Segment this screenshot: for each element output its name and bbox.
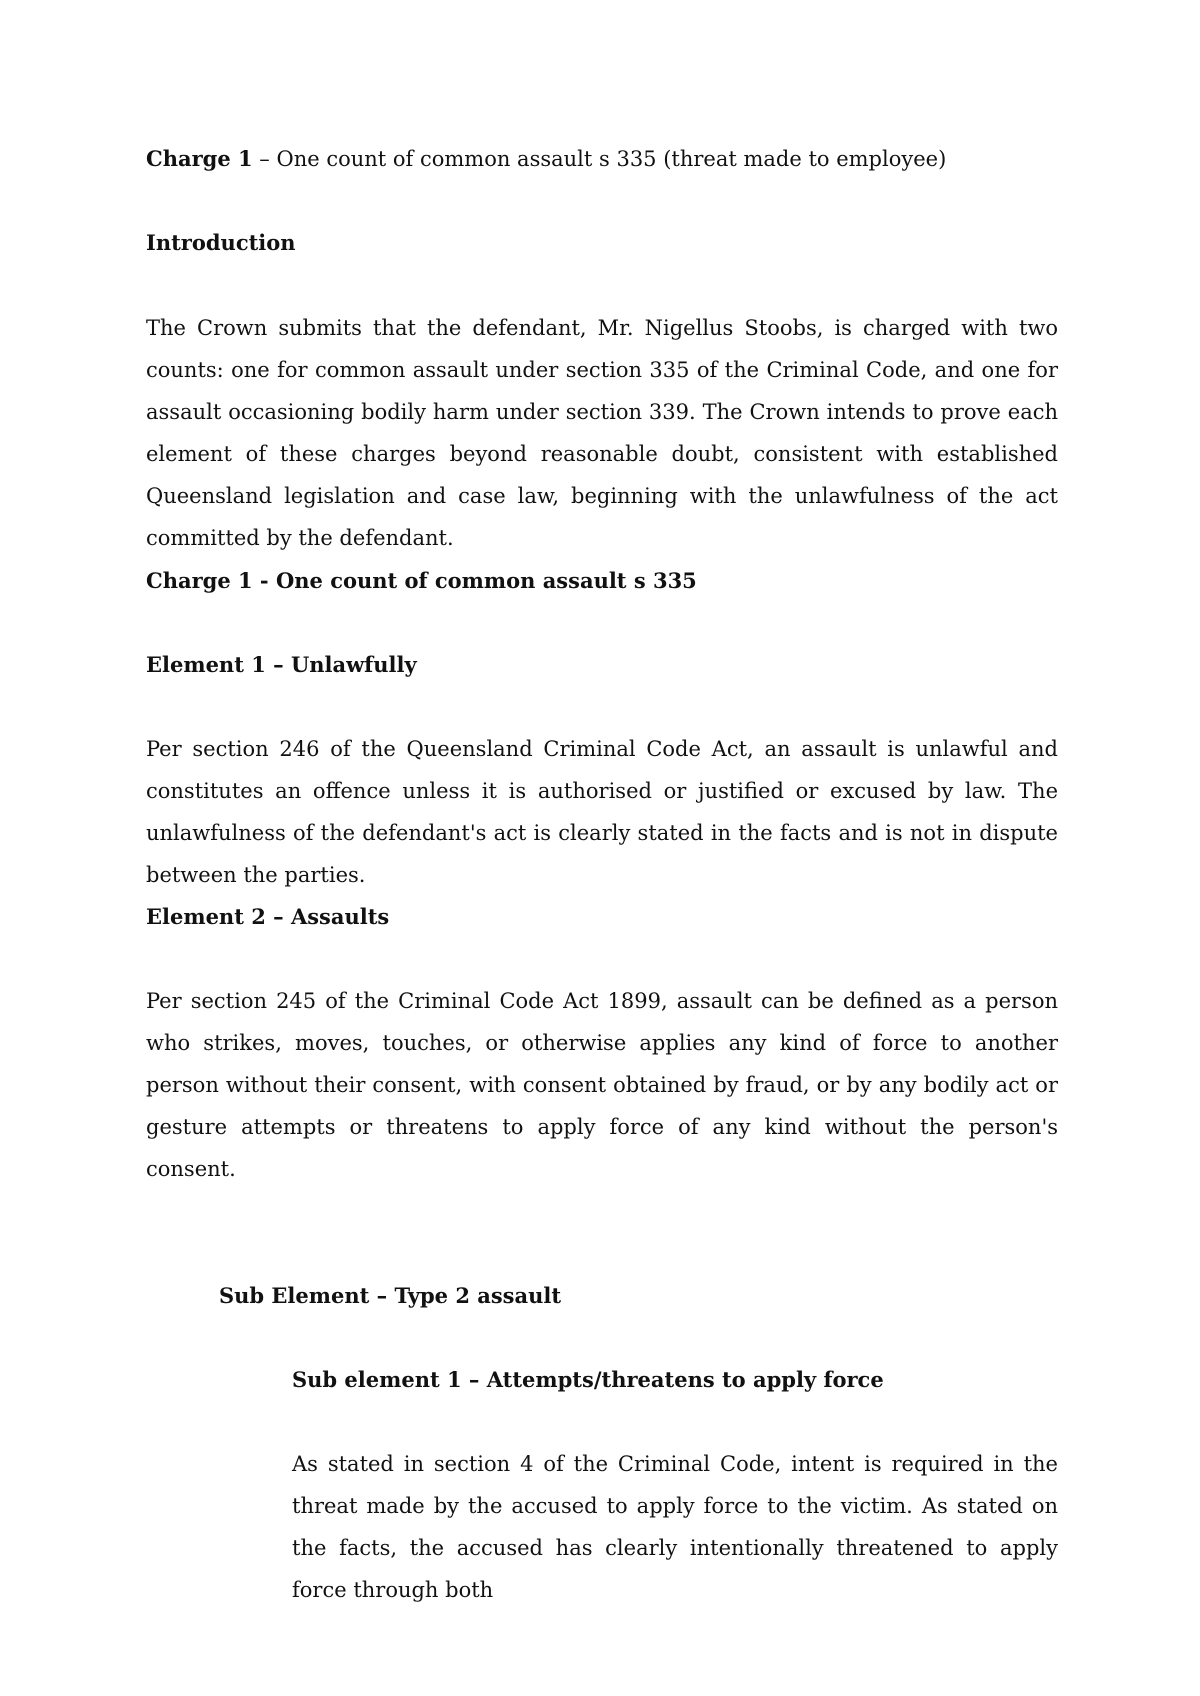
charge-title-line (146, 138, 1058, 180)
sub-element-heading: Sub Element – Type 2 assault (219, 1283, 562, 1308)
sub-element1-heading: Sub element 1 – Attempts/threatens to apply force (292, 1367, 884, 1392)
introduction-heading: Introduction (146, 230, 296, 255)
charge-heading: Charge 1 - One count of common assault s 335 (146, 568, 697, 593)
charge-title-rest: – One count of common assault s 335 (threat made to employee) (252, 147, 947, 171)
charge-title-bold: Charge 1 (146, 146, 253, 171)
element2-paragraph: Per section 245 of the Criminal Code Act 1899, assault can be defined as a person who strikes, moves, touches, or otherwise applies any kind of force to another person without their consent, with consent obtained by fraud, or by any bodily act or gesture attempts or threatens to apply force of any kind without the person's consent. (146, 989, 1058, 1181)
introduction-paragraph: The Crown submits that the defendant, Mr. Nigellus Stoobs, is charged with two counts: one for common assault under section 335 of the Criminal Code, and one for assault occasioning bodily harm under section 339. The Crown intends to prove each element of these charges beyond reasonable doubt, consistent with established Queensland legislation and case law, beginning with the unlawfulness of the act committed by the defendant. (146, 316, 1058, 550)
element2-heading: Element 2 – Assaults (146, 904, 390, 929)
sub-element1-paragraph: As stated in section 4 of the Criminal Code, intent is required in the threat made by the accused to apply force to the victim. As stated on the facts, the accused has clearly intentionally threatened to apply force through both (292, 1452, 1058, 1602)
element1-heading: Element 1 – Unlawfully (146, 652, 417, 677)
element1-paragraph: Per section 246 of the Queensland Criminal Code Act, an assault is unlawful and constitutes an offence unless it is authorised or justified or excused by law. The unlawfulness of the defendant's act is clearly stated in the facts and is not in dispute between the parties. (146, 737, 1058, 887)
